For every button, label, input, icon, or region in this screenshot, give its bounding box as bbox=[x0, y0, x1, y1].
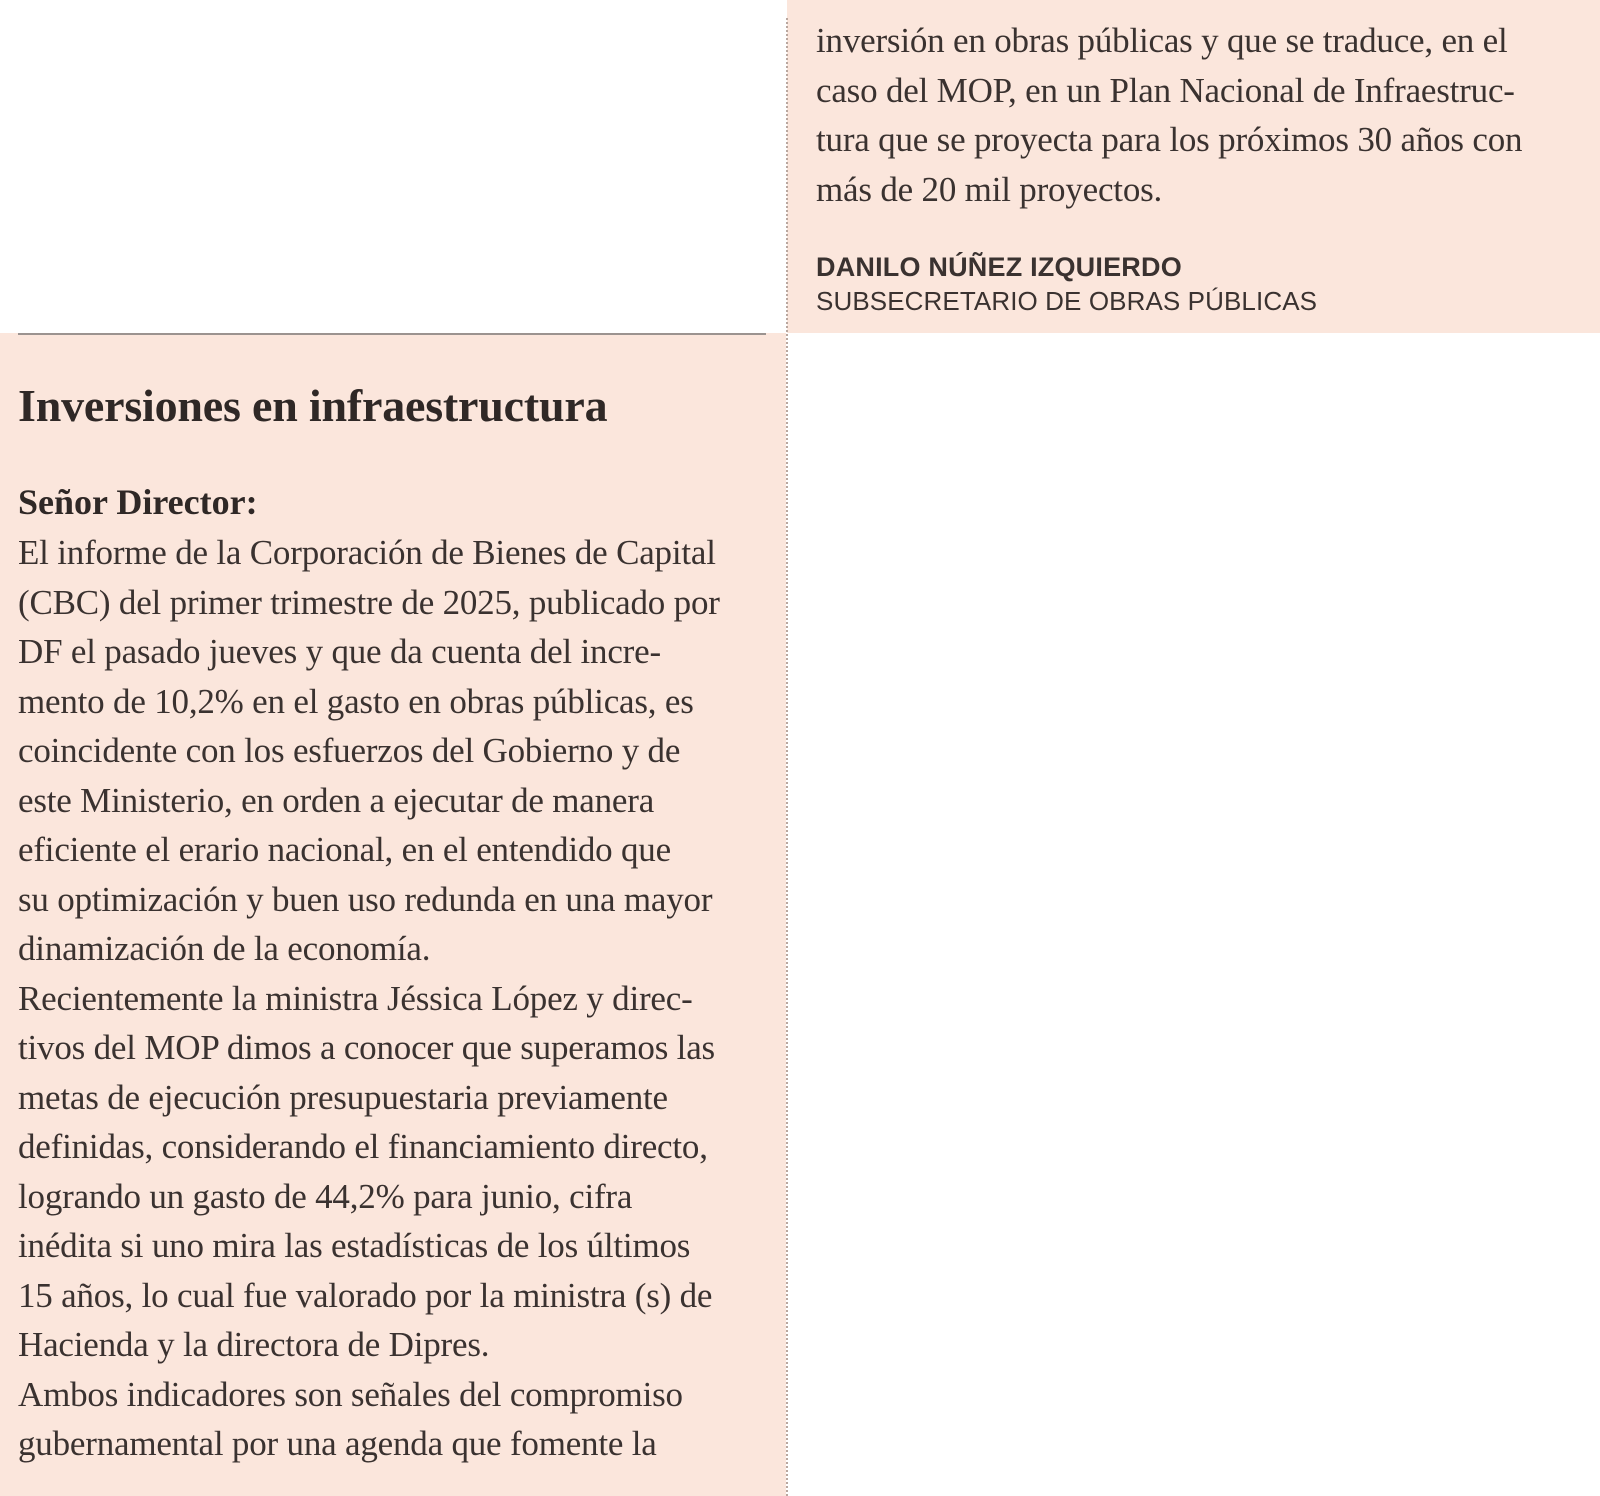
letter-signature bbox=[816, 250, 1317, 318]
text-line: (CBC) del primer trimestre de 2025, publicado por bbox=[18, 582, 720, 622]
letter-headline: Inversiones en infraestructura bbox=[18, 380, 608, 431]
text-line: tivos del MOP dimos a conocer que superamos las bbox=[18, 1028, 715, 1067]
text-line: definidas, considerando el financiamiento directo, bbox=[18, 1127, 708, 1166]
signature-role: SUBSECRETARIO DE OBRAS PÚBLICAS bbox=[816, 286, 1318, 316]
text-line: mento de 10,2% en el gasto en obras públicas, es bbox=[18, 681, 694, 721]
text-line: inversión en obras públicas y que se traduce, en el bbox=[816, 21, 1508, 60]
section-rule bbox=[18, 333, 766, 335]
text-line: inédita si uno mira las estadísticas de los últimos bbox=[18, 1226, 691, 1265]
text-line: dinamización de la economía. bbox=[18, 929, 431, 968]
text-line: Ambos indicadores son señales del compromiso bbox=[18, 1374, 683, 1414]
text-line: coincidente con los esfuerzos del Gobierno y de bbox=[18, 731, 681, 770]
text-line: Hacienda y la directora de Dipres. bbox=[18, 1325, 490, 1364]
text-line: caso del MOP, en un Plan Nacional de Infraestruc- bbox=[816, 70, 1515, 110]
text-line: Recientemente la ministra Jéssica López y direc- bbox=[18, 978, 693, 1018]
text-line: este Ministerio, en orden a ejecutar de manera bbox=[18, 780, 655, 820]
text-line: metas de ejecución presupuestaria previamente bbox=[18, 1077, 668, 1117]
text-line: gubernamental por una agenda que fomente la bbox=[18, 1424, 657, 1463]
text-line: 15 años, lo cual fue valorado por la ministra (s) de bbox=[18, 1275, 713, 1315]
text-line: eficiente el erario nacional, en el entendido que bbox=[18, 830, 671, 869]
previous-letter-ending bbox=[816, 16, 1522, 214]
text-line: DF el pasado jueves y que da cuenta del incre- bbox=[18, 632, 661, 671]
text-line: tura que se proyecta para los próximos 30 años con bbox=[816, 120, 1523, 159]
text-line: su optimización y buen uso redunda en una mayor bbox=[18, 879, 713, 919]
text-line: más de 20 mil proyectos. bbox=[816, 169, 1163, 209]
letter-body bbox=[18, 528, 720, 1469]
signature-name: DANILO NÚÑEZ IZQUIERDO bbox=[816, 252, 1182, 282]
text-line: logrando un gasto de 44,2% para junio, cifra bbox=[18, 1176, 633, 1216]
text-line: El informe de la Corporación de Bienes de Capital bbox=[18, 533, 716, 572]
column-divider bbox=[786, 18, 788, 1496]
letter-salutation: Señor Director: bbox=[18, 482, 258, 522]
